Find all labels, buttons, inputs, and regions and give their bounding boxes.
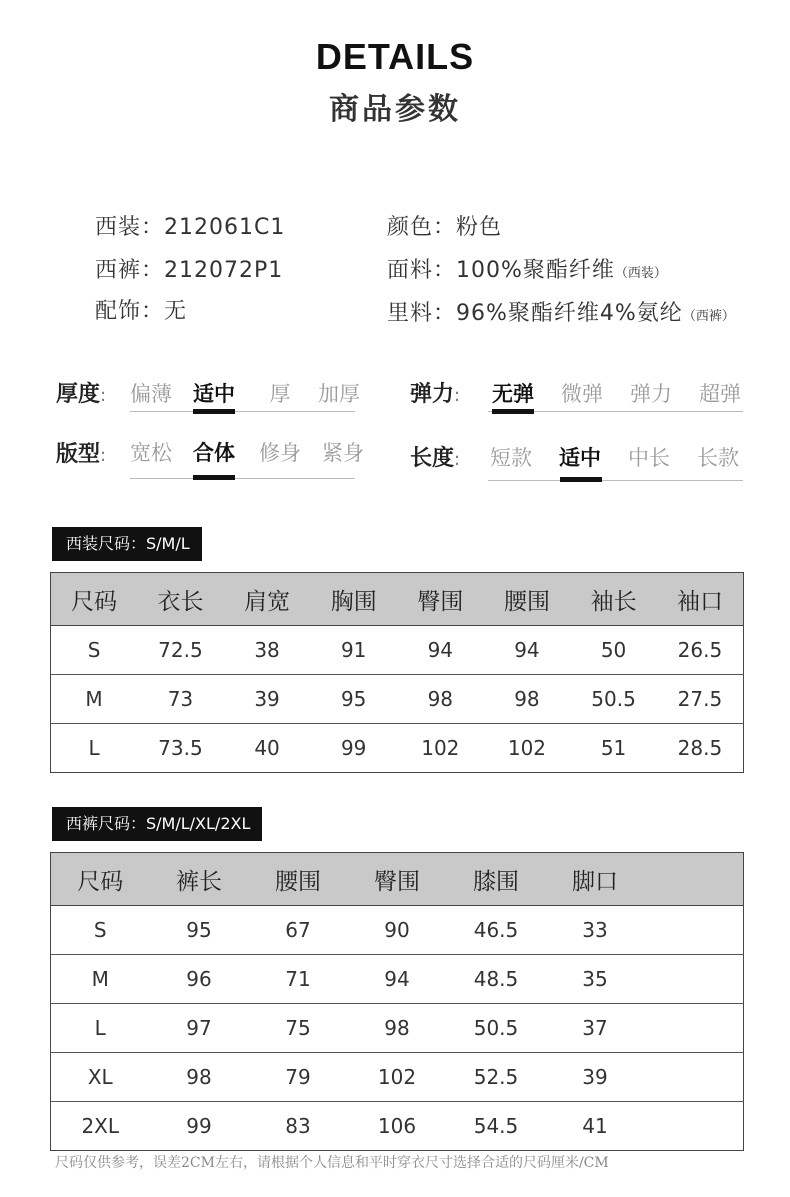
measurement-cell: 96 [150, 955, 249, 1004]
measurement-cell: 94 [348, 955, 447, 1004]
measurement-cell: 95 [186, 918, 212, 942]
measurement-cell: 39 [224, 675, 311, 724]
table-header-row [51, 853, 744, 906]
param-suit: 西装：212061C1 [95, 215, 286, 240]
scale-label-elasticity [410, 377, 460, 408]
measurement-cell: 35 [546, 955, 645, 1004]
measurement-cell: 102 [348, 1053, 447, 1102]
measurement-cell: 94 [427, 638, 454, 662]
scale-colon: : [454, 385, 461, 406]
scale-option: 弹力 [630, 382, 672, 406]
measurement-cell: 71 [249, 955, 348, 1004]
column-header [645, 853, 744, 906]
size-cell: S [87, 638, 101, 662]
measurement-cell: 90 [384, 918, 410, 942]
scale-colon: : [100, 445, 107, 466]
column-header: 腰围 [484, 573, 571, 626]
scale-option: 厚 [269, 382, 291, 406]
measurement-cell: 98 [348, 1004, 447, 1053]
measurement-cell: 73.5 [137, 724, 224, 773]
measurement-cell: 51 [570, 724, 657, 773]
measurement-cell [645, 1053, 744, 1102]
scale-label-thickness [56, 377, 106, 408]
param-fabric [387, 253, 667, 284]
scale-option: 偏薄 [130, 382, 172, 406]
measurement-cell: 37 [546, 1004, 645, 1053]
measurement-cell: 97 [150, 1004, 249, 1053]
scale-option-selected: 合体 [193, 441, 235, 465]
scale-selected-marker [193, 475, 235, 480]
scale-label-length-text: 长度 [410, 446, 455, 471]
size-cell: L [51, 1004, 150, 1053]
measurement-cell: 99 [310, 724, 397, 773]
column-header: 衣长 [137, 573, 224, 626]
measurement-cell [645, 1102, 744, 1151]
scale-selected-marker [492, 409, 534, 414]
measurement-cell: 26.5 [677, 638, 723, 662]
column-header: 臀围 [397, 573, 484, 626]
param-fabric-note: （西装） [614, 266, 667, 281]
param-accessory: 配饰：无 [95, 299, 188, 324]
measurement-cell: 50.5 [447, 1004, 546, 1053]
scale-option-selected: 无弹 [492, 382, 534, 406]
scale-label-thickness-text: 厚度 [56, 382, 101, 407]
measurement-cell: 38 [254, 638, 280, 662]
measurement-cell: 28.5 [657, 724, 744, 773]
measurement-cell: 98 [484, 675, 571, 724]
scale-option: 修身 [259, 441, 301, 465]
scale-colon: : [100, 385, 107, 406]
table-row [51, 1102, 744, 1151]
scale-option: 超弹 [699, 382, 741, 406]
measurement-cell: 48.5 [447, 955, 546, 1004]
param-color: 颜色：粉色 [387, 215, 503, 240]
page-title-en: DETAILS [315, 36, 475, 77]
measurement-cell: 33 [582, 918, 608, 942]
size-cell: L [51, 724, 138, 773]
measurement-cell: 50.5 [570, 675, 657, 724]
measurement-cell: 52.5 [447, 1053, 546, 1102]
param-lining [387, 296, 735, 327]
scale-option: 短款 [490, 446, 532, 470]
scale-track-length [488, 480, 743, 481]
column-header: 袖长 [570, 573, 657, 626]
param-lining-text: 里料：96%聚酯纤维4%氨纶 [387, 301, 683, 326]
scale-selected-marker [560, 477, 602, 482]
scale-option: 加厚 [318, 382, 360, 406]
param-lining-note: （西裤） [682, 309, 735, 324]
pants-size-tag: 西裤尺码：S/M/L/XL/2XL [52, 807, 262, 841]
measurement-cell [645, 1004, 744, 1053]
column-header: 臀围 [348, 853, 447, 906]
measurement-cell: 54.5 [447, 1102, 546, 1151]
scale-option-selected: 适中 [193, 382, 235, 406]
measurement-cell: 83 [249, 1102, 348, 1151]
size-cell: S [93, 918, 107, 942]
measurement-cell: 95 [310, 675, 397, 724]
measurement-cell: 27.5 [657, 675, 744, 724]
column-header: 尺码 [51, 573, 138, 626]
suit-size-table [50, 572, 744, 773]
column-header: 肩宽 [224, 573, 311, 626]
scale-label-length [410, 441, 460, 472]
size-cell: M [51, 675, 138, 724]
suit-size-tag: 西装尺码：S/M/L [52, 527, 202, 561]
measurement-cell: 91 [340, 638, 367, 662]
measurement-cell: 41 [546, 1102, 645, 1151]
table-header-row [51, 573, 744, 626]
measurement-cell: 98 [397, 675, 484, 724]
size-cell: XL [51, 1053, 150, 1102]
scale-option: 紧身 [322, 441, 364, 465]
measurement-cell: 46.5 [473, 918, 519, 942]
size-cell: M [51, 955, 150, 1004]
measurement-cell: 50 [600, 638, 627, 662]
scale-label-fit-text: 版型 [56, 442, 101, 467]
table-row [51, 1004, 744, 1053]
measurement-cell: 40 [224, 724, 311, 773]
measurement-cell [645, 906, 744, 955]
scale-track-thickness [130, 411, 355, 412]
scale-option: 微弹 [561, 382, 603, 406]
measurement-cell: 98 [150, 1053, 249, 1102]
measurement-cell: 102 [484, 724, 571, 773]
param-trousers: 西裤：212072P1 [95, 258, 284, 283]
table-row [51, 906, 744, 955]
column-header: 腰围 [249, 853, 348, 906]
column-header: 脚口 [546, 853, 645, 906]
measurement-cell: 73 [137, 675, 224, 724]
pants-size-table [50, 852, 744, 1151]
column-header: 袖口 [657, 573, 744, 626]
table-row [51, 1053, 744, 1102]
size-note: 尺码仅供参考，误差2CM左右，请根据个人信息和平时穿衣尺寸选择合适的尺码厘米/CM [55, 1155, 609, 1171]
table-row [51, 724, 744, 773]
measurement-cell: 39 [546, 1053, 645, 1102]
table-row [51, 675, 744, 724]
scale-option: 宽松 [130, 441, 172, 465]
column-header: 胸围 [310, 573, 397, 626]
scale-colon: : [454, 449, 461, 470]
measurement-cell: 79 [249, 1053, 348, 1102]
measurement-cell: 75 [249, 1004, 348, 1053]
param-fabric-text: 面料：100%聚酯纤维 [387, 258, 615, 283]
scale-label-elasticity-text: 弹力 [410, 382, 455, 407]
measurement-cell: 99 [150, 1102, 249, 1151]
scale-track-fit [130, 478, 355, 479]
measurement-cell: 67 [285, 918, 311, 942]
column-header: 裤长 [150, 853, 249, 906]
measurement-cell: 102 [397, 724, 484, 773]
scale-option-selected: 适中 [559, 446, 601, 470]
measurement-cell: 94 [514, 638, 540, 662]
size-cell: 2XL [51, 1102, 150, 1151]
page-title-cn: 商品参数 [329, 92, 461, 127]
table-row [51, 626, 744, 675]
scale-option: 长款 [697, 446, 739, 470]
measurement-cell: 106 [348, 1102, 447, 1151]
column-header: 膝围 [447, 853, 546, 906]
scale-option: 中长 [628, 446, 670, 470]
scale-label-fit [56, 437, 106, 468]
measurement-cell [645, 955, 744, 1004]
measurement-cell: 72.5 [158, 638, 203, 662]
column-header: 尺码 [51, 853, 150, 906]
scale-selected-marker [193, 409, 235, 414]
table-row [51, 955, 744, 1004]
